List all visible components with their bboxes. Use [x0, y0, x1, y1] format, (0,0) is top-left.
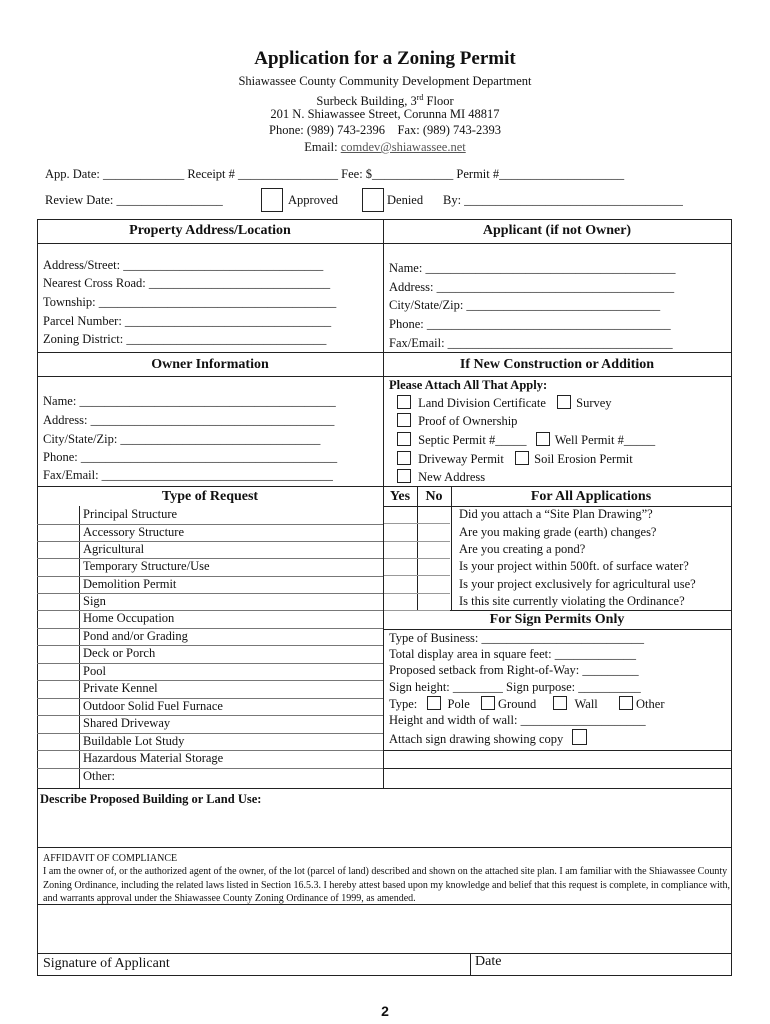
well-checkbox[interactable] [536, 432, 550, 446]
request-type-checkbox[interactable] [38, 541, 78, 557]
email-line [0, 139, 770, 156]
proof-ownership-label: Proof of Ownership [418, 414, 518, 428]
land-division-label: Land Division Certificate [418, 396, 546, 410]
building-name: Surbeck Building, 3rd Floor [316, 93, 454, 109]
divider [37, 486, 732, 487]
request-heading: Type of Request [161, 489, 259, 504]
approved-label: Approved [288, 193, 338, 207]
property-heading: Property Address/Location [129, 223, 291, 238]
request-type-label: Other: [83, 769, 115, 783]
sign-drawing-row [389, 729, 587, 747]
cross-road-field[interactable]: Nearest Cross Road: _____________________________ [43, 276, 331, 290]
describe-use-label: Describe Proposed Building or Land Use: [40, 792, 262, 806]
request-type-label: Hazardous Material Storage [83, 751, 224, 765]
septic-permit-field[interactable]: Septic Permit #_____ [418, 433, 527, 447]
email-label: Email: [304, 140, 341, 154]
request-type-checkbox[interactable] [38, 733, 78, 749]
request-type-checkbox[interactable] [38, 698, 78, 714]
request-type-checkbox[interactable] [38, 663, 78, 679]
office-use-line[interactable]: App. Date: _____________ Receipt # ________________ Fee: $_____________ Permit #____________________ [45, 167, 625, 181]
page-number: 2 [381, 1003, 389, 1019]
request-type-label: Pool [83, 664, 106, 678]
applicant-city-field[interactable]: City/State/Zip: _______________________________ [389, 298, 661, 312]
new-address-checkbox[interactable] [397, 469, 411, 483]
question-no-cell[interactable] [419, 541, 449, 557]
driveway-row [397, 451, 633, 467]
new-address-label: New Address [418, 470, 486, 484]
request-type-checkbox[interactable] [38, 645, 78, 661]
question-yes-cell[interactable] [385, 576, 415, 592]
request-type-checkbox[interactable] [38, 524, 78, 540]
soil-erosion-label: Soil Erosion Permit [534, 452, 633, 466]
applicant-address-field[interactable]: Address: ______________________________________ [389, 280, 675, 294]
request-type-label: Pond and/or Grading [83, 629, 188, 643]
sign-height-purpose-field[interactable]: Sign height: ________ Sign purpose: __________ [389, 680, 641, 694]
divider [37, 788, 732, 789]
owner-heading: Owner Information [151, 357, 269, 372]
request-type-label: Demolition Permit [83, 577, 177, 591]
pole-checkbox[interactable] [427, 696, 441, 710]
describe-use-field[interactable] [40, 808, 728, 844]
street-address: 201 N. Shiawassee Street, Corunna MI 48817 [270, 107, 500, 121]
request-type-checkbox[interactable] [38, 680, 78, 696]
setback-field[interactable]: Proposed setback from Right-of-Way: _________ [389, 663, 639, 677]
request-type-label: Principal Structure [83, 507, 178, 521]
township-field[interactable]: Township: ______________________________________ [43, 295, 337, 309]
date-field[interactable] [471, 970, 730, 974]
divider [383, 629, 732, 630]
zoning-district-field[interactable]: Zoning District: ________________________________ [43, 332, 327, 346]
divider [37, 953, 732, 954]
signature-label: Signature of Applicant [43, 956, 170, 971]
request-type-checkbox[interactable] [38, 576, 78, 592]
yes-header: Yes [389, 489, 411, 504]
question-text: Is this site currently violating the Ordinance? [459, 594, 685, 608]
request-type-label: Shared Driveway [83, 716, 171, 730]
divider [383, 768, 732, 769]
owner-address-field[interactable]: Address: _______________________________________ [43, 413, 335, 427]
land-division-row [397, 395, 612, 411]
request-type-checkbox[interactable] [38, 593, 78, 609]
question-no-cell[interactable] [419, 506, 449, 522]
other-checkbox[interactable] [619, 696, 633, 710]
driveway-checkbox[interactable] [397, 451, 411, 465]
request-type-checkbox[interactable] [38, 768, 78, 784]
by-field[interactable]: By: ___________________________________ [443, 193, 683, 207]
survey-label: Survey [576, 396, 612, 410]
attach-instructions: Please Attach All That Apply: [389, 378, 548, 392]
ground-label: Ground [498, 697, 537, 711]
denied-label: Denied [387, 193, 424, 207]
wall-checkbox[interactable] [553, 696, 567, 710]
sign-permits-heading: For Sign Permits Only [489, 612, 625, 627]
all-applications-heading: For All Applications [530, 489, 652, 504]
septic-checkbox[interactable] [397, 432, 411, 446]
other-label: Other [636, 697, 665, 711]
proof-ownership-checkbox[interactable] [397, 413, 411, 427]
request-type-label: Sign [83, 594, 106, 608]
request-checkbox-column [79, 506, 80, 788]
sign-drawing-label: Attach sign drawing showing copy [389, 732, 564, 746]
pole-label: Pole [447, 697, 470, 711]
table-bottom-border [37, 975, 732, 976]
request-type-checkbox[interactable] [38, 750, 78, 766]
request-type-label: Agricultural [83, 542, 145, 556]
applicant-email-field[interactable]: Fax/Email: ____________________________________ [389, 336, 673, 350]
wall-label: Wall [574, 697, 598, 711]
question-yes-cell[interactable] [385, 541, 415, 557]
review-date-field[interactable]: Review Date: _________________ [45, 193, 223, 207]
divider [37, 243, 732, 244]
divider [37, 352, 732, 353]
question-text: Is your project exclusively for agricultural use? [459, 577, 696, 591]
owner-city-field[interactable]: City/State/Zip: ________________________________ [43, 432, 321, 446]
request-type-checkbox[interactable] [38, 610, 78, 626]
septic-well-row [397, 432, 655, 448]
department-name: Shiawassee County Community Development Department [238, 74, 532, 88]
sign-drawing-checkbox[interactable] [572, 729, 587, 745]
display-area-field[interactable]: Total display area in square feet: _____________ [389, 647, 636, 661]
question-no-cell[interactable] [419, 558, 449, 574]
table-top-border [37, 219, 732, 220]
question-text: Are you making grade (earth) changes? [459, 525, 657, 539]
signature-area[interactable] [37, 905, 731, 952]
soil-erosion-checkbox[interactable] [515, 451, 529, 465]
no-header: No [425, 489, 443, 504]
sign-type-label: Type: [389, 697, 418, 711]
question-no-cell[interactable] [419, 593, 449, 609]
business-type-field[interactable]: Type of Business: __________________________ [389, 631, 645, 645]
approved-checkbox[interactable] [261, 188, 283, 212]
wall-dimensions-field[interactable]: Height and width of wall: ____________________ [389, 713, 646, 727]
answer-underline [384, 610, 450, 611]
request-type-checkbox[interactable] [38, 506, 78, 522]
survey-checkbox[interactable] [557, 395, 571, 409]
proof-row [397, 413, 517, 429]
applicant-name-field[interactable]: Name: ________________________________________ [389, 261, 676, 275]
owner-email-field[interactable]: Fax/Email: _____________________________________ [43, 468, 333, 482]
divider [37, 376, 732, 377]
request-type-checkbox[interactable] [38, 715, 78, 731]
parcel-number-field[interactable]: Parcel Number: _________________________________ [43, 314, 332, 328]
affidavit-heading: AFFIDAVIT OF COMPLIANCE [43, 853, 178, 864]
request-type-label: Private Kennel [83, 681, 158, 695]
request-type-label: Buildable Lot Study [83, 734, 185, 748]
applicant-heading: Applicant (if not Owner) [482, 223, 632, 238]
question-no-cell[interactable] [419, 524, 449, 540]
request-type-label: Home Occupation [83, 611, 175, 625]
divider [37, 847, 732, 848]
sign-type-row [389, 696, 665, 712]
question-text: Is your project within 500ft. of surface water? [459, 559, 689, 573]
page-title: Application for a Zoning Permit [254, 48, 516, 69]
date-label: Date [475, 954, 502, 969]
owner-phone-field[interactable]: Phone: _________________________________________ [43, 450, 338, 464]
request-type-label: Deck or Porch [83, 646, 156, 660]
new-construction-heading: If New Construction or Addition [459, 357, 655, 372]
new-address-row [397, 469, 485, 485]
question-text: Are you creating a pond? [459, 542, 586, 556]
ground-checkbox[interactable] [481, 696, 495, 710]
request-type-label: Accessory Structure [83, 525, 185, 539]
question-no-cell[interactable] [419, 576, 449, 592]
owner-name-field[interactable]: Name: _________________________________________ [43, 394, 336, 408]
request-type-checkbox[interactable] [38, 558, 78, 574]
request-type-label: Temporary Structure/Use [83, 559, 210, 573]
question-yes-cell[interactable] [385, 558, 415, 574]
question-yes-cell[interactable] [385, 593, 415, 609]
applicant-phone-field[interactable]: Phone: _______________________________________ [389, 317, 671, 331]
question-text: Did you attach a “Site Plan Drawing”? [459, 507, 653, 521]
phone-fax: Phone: (989) 743-2396 Fax: (989) 743-2393 [269, 123, 501, 137]
address-street-field[interactable]: Address/Street: ________________________________ [43, 258, 324, 272]
land-division-checkbox[interactable] [397, 395, 411, 409]
email-link[interactable]: comdev@shiawassee.net [340, 140, 466, 154]
request-type-label: Outdoor Solid Fuel Furnace [83, 699, 223, 713]
question-yes-cell[interactable] [385, 524, 415, 540]
question-yes-cell[interactable] [385, 506, 415, 522]
request-type-checkbox[interactable] [38, 628, 78, 644]
affidavit-text: I am the owner of, or the authorized agent of the owner, of the lot (parcel of land) described and shown on the attached site plan. I am familiar with the Shiawassee County Zoning Ordinance, including the related laws listed in Section 16.5.3. I hereby attest based upon my knowledge and belief that this request is complete, in compliance with, and warrants approval under the Shiawassee County Zoning Ordinance of 1999, as amended. [43, 866, 731, 904]
denied-checkbox[interactable] [362, 188, 384, 212]
divider [383, 750, 732, 751]
well-permit-field[interactable]: Well Permit #_____ [554, 433, 656, 447]
driveway-label: Driveway Permit [418, 452, 504, 466]
